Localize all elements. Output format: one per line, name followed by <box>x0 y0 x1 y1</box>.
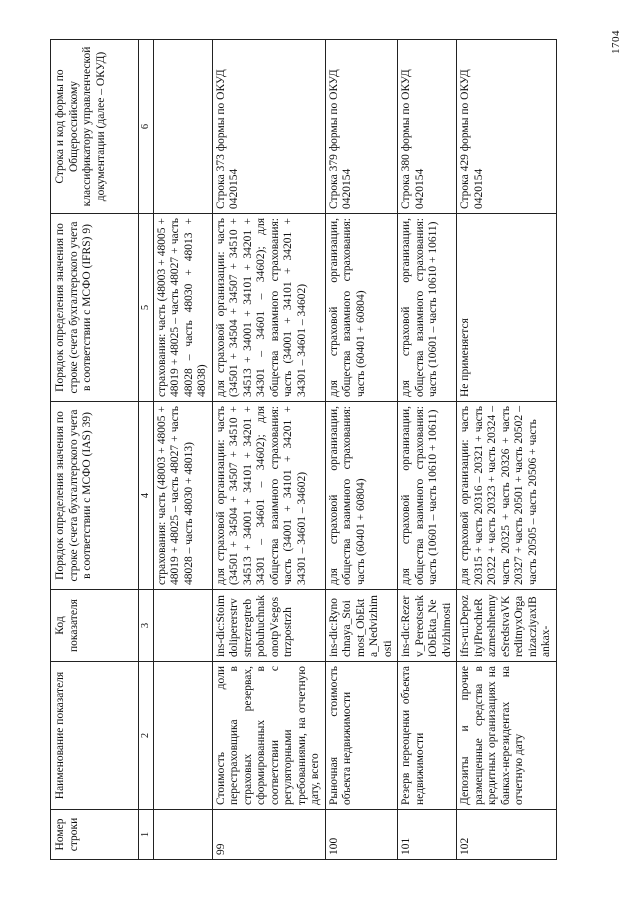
header-ias39-method: Порядок определения значения по строке (счета бухгалтерского учета в соответствии с МСФО (IAS) 39) <box>51 402 139 590</box>
indicator-name: Рыночная стоимость объекта недвижимости <box>325 662 398 810</box>
table-row <box>212 40 325 860</box>
indicator-code <box>153 590 212 662</box>
table-row <box>457 40 557 860</box>
row-number: 100 <box>325 810 398 860</box>
indicator-code: ins-dic:StoimdolipererstrvstrrezregtrebpobuhuchnakonotpVsegostrrzpostrzh <box>212 590 325 662</box>
page-number: 1704 <box>610 30 622 54</box>
table-row <box>153 40 212 860</box>
column-number-row <box>139 40 154 860</box>
header-row-number: Номер строки <box>51 810 139 860</box>
column-number: 4 <box>139 402 154 590</box>
ifrs9-method: для страховой организации, общества взаимного страхования: часть (60401 + 60804) <box>325 214 398 402</box>
header-indicator-code: Код показателя <box>51 590 139 662</box>
ias39-method: для страховой организации: часть (34501 + 34504 + 34507 + 34510 + 34513 + 34001 + 34101 + 34201 + 34301 – 34601 – 34602); для общества взаимного страхования: часть (34001 + 34101 + 34201 + 34301 – 34601 – 34602) <box>212 402 325 590</box>
header-indicator-name: Наименование показателя <box>51 662 139 810</box>
table-header <box>51 40 139 860</box>
indicator-name <box>153 662 212 810</box>
ifrs9-method: страхования: часть (48003 + 48005 + 48019 + 48025 – часть 48027 + часть 48028 – часть 48030 + 48013 + 48038) <box>153 214 212 402</box>
indicator-code: ins-dic:Rezerv_PereotsenkiObEkta_Nedvizhimosti <box>398 590 457 662</box>
indicator-code: ifrs-ru:DepozityIProchieRazmeshhennyeSredstvaVKreditnyxOrganizacziyaxIBankax- <box>457 590 557 662</box>
row-number: 102 <box>457 810 557 860</box>
ias39-method: страхования: часть (48003 + 48005 + 48019 + 48025 – часть 48027 + часть 48028 – часть 48030 + 48013) <box>153 402 212 590</box>
indicator-table <box>50 39 557 860</box>
header-ifrs9-method: Порядок определения значения по строке (счета бухгалтерского учета в соответствии с МСФО (IFRS) 9) <box>51 214 139 402</box>
header-okud-line: Строка и код формы по Общероссийскому классификатору управленческой документации (далее – ОКУД) <box>51 40 139 214</box>
row-number <box>153 810 212 860</box>
ifrs9-method: Не применяется <box>457 214 557 402</box>
indicator-code: ins-dic:Rynochnaya_Stoimost_ObEkta_Nedvizhimosti <box>325 590 398 662</box>
ias39-method: для страховой организации, общества взаимного страхования: часть (60401 + 60804) <box>325 402 398 590</box>
row-number: 101 <box>398 810 457 860</box>
ifrs9-method: для страховой организации: часть (34501 + 34504 + 34507 + 34510 + 34513 + 34001 + 34101 + 34201 + 34301 – 34601 – 34602); для общества взаимного страхования: часть (34001 + 34101 + 34201 + 34301 – 34601 – 34602) <box>212 214 325 402</box>
column-number: 3 <box>139 590 154 662</box>
ias39-method: для страховой организации, общества взаимного страхования: часть (10601 – часть 10610 + 10611) <box>398 402 457 590</box>
row-number: 99 <box>212 810 325 860</box>
indicator-name: Резерв переоценки объекта недвижимости <box>398 662 457 810</box>
indicator-name: Депозиты и прочие размещенные средства в кредитных организациях на банках-нерезидентах на отчетную дату <box>457 662 557 810</box>
column-number: 1 <box>139 810 154 860</box>
okud-line: Строка 429 формы по ОКУД 0420154 <box>457 40 557 214</box>
okud-line: Строка 373 формы по ОКУД 0420154 <box>212 40 325 214</box>
table-row <box>325 40 398 860</box>
column-number: 6 <box>139 40 154 214</box>
okud-line: Строка 379 формы по ОКУД 0420154 <box>325 40 398 214</box>
ias39-method: для страховой организации: часть 20315 + часть 20316 – 20321 + часть 20322 + часть 20323 + часть 20324 – часть 20325 + часть 20326 + часть 20327 + часть 20501 + часть 20502 – часть 20505 – часть 20506 + часть <box>457 402 557 590</box>
table-row <box>398 40 457 860</box>
column-number: 5 <box>139 214 154 402</box>
indicator-name: Стоимость доли перестраховщика в страховых резервах, сформированных в соответствии с регуляторными требованиями, на отчетную дату, всего <box>212 662 325 810</box>
rotated-page <box>50 40 590 860</box>
ifrs9-method: для страховой организации, общества взаимного страхования: часть (10601 – часть 10610 + 10611) <box>398 214 457 402</box>
okud-line <box>153 40 212 214</box>
okud-line: Строка 380 формы по ОКУД 0420154 <box>398 40 457 214</box>
column-number: 2 <box>139 662 154 810</box>
